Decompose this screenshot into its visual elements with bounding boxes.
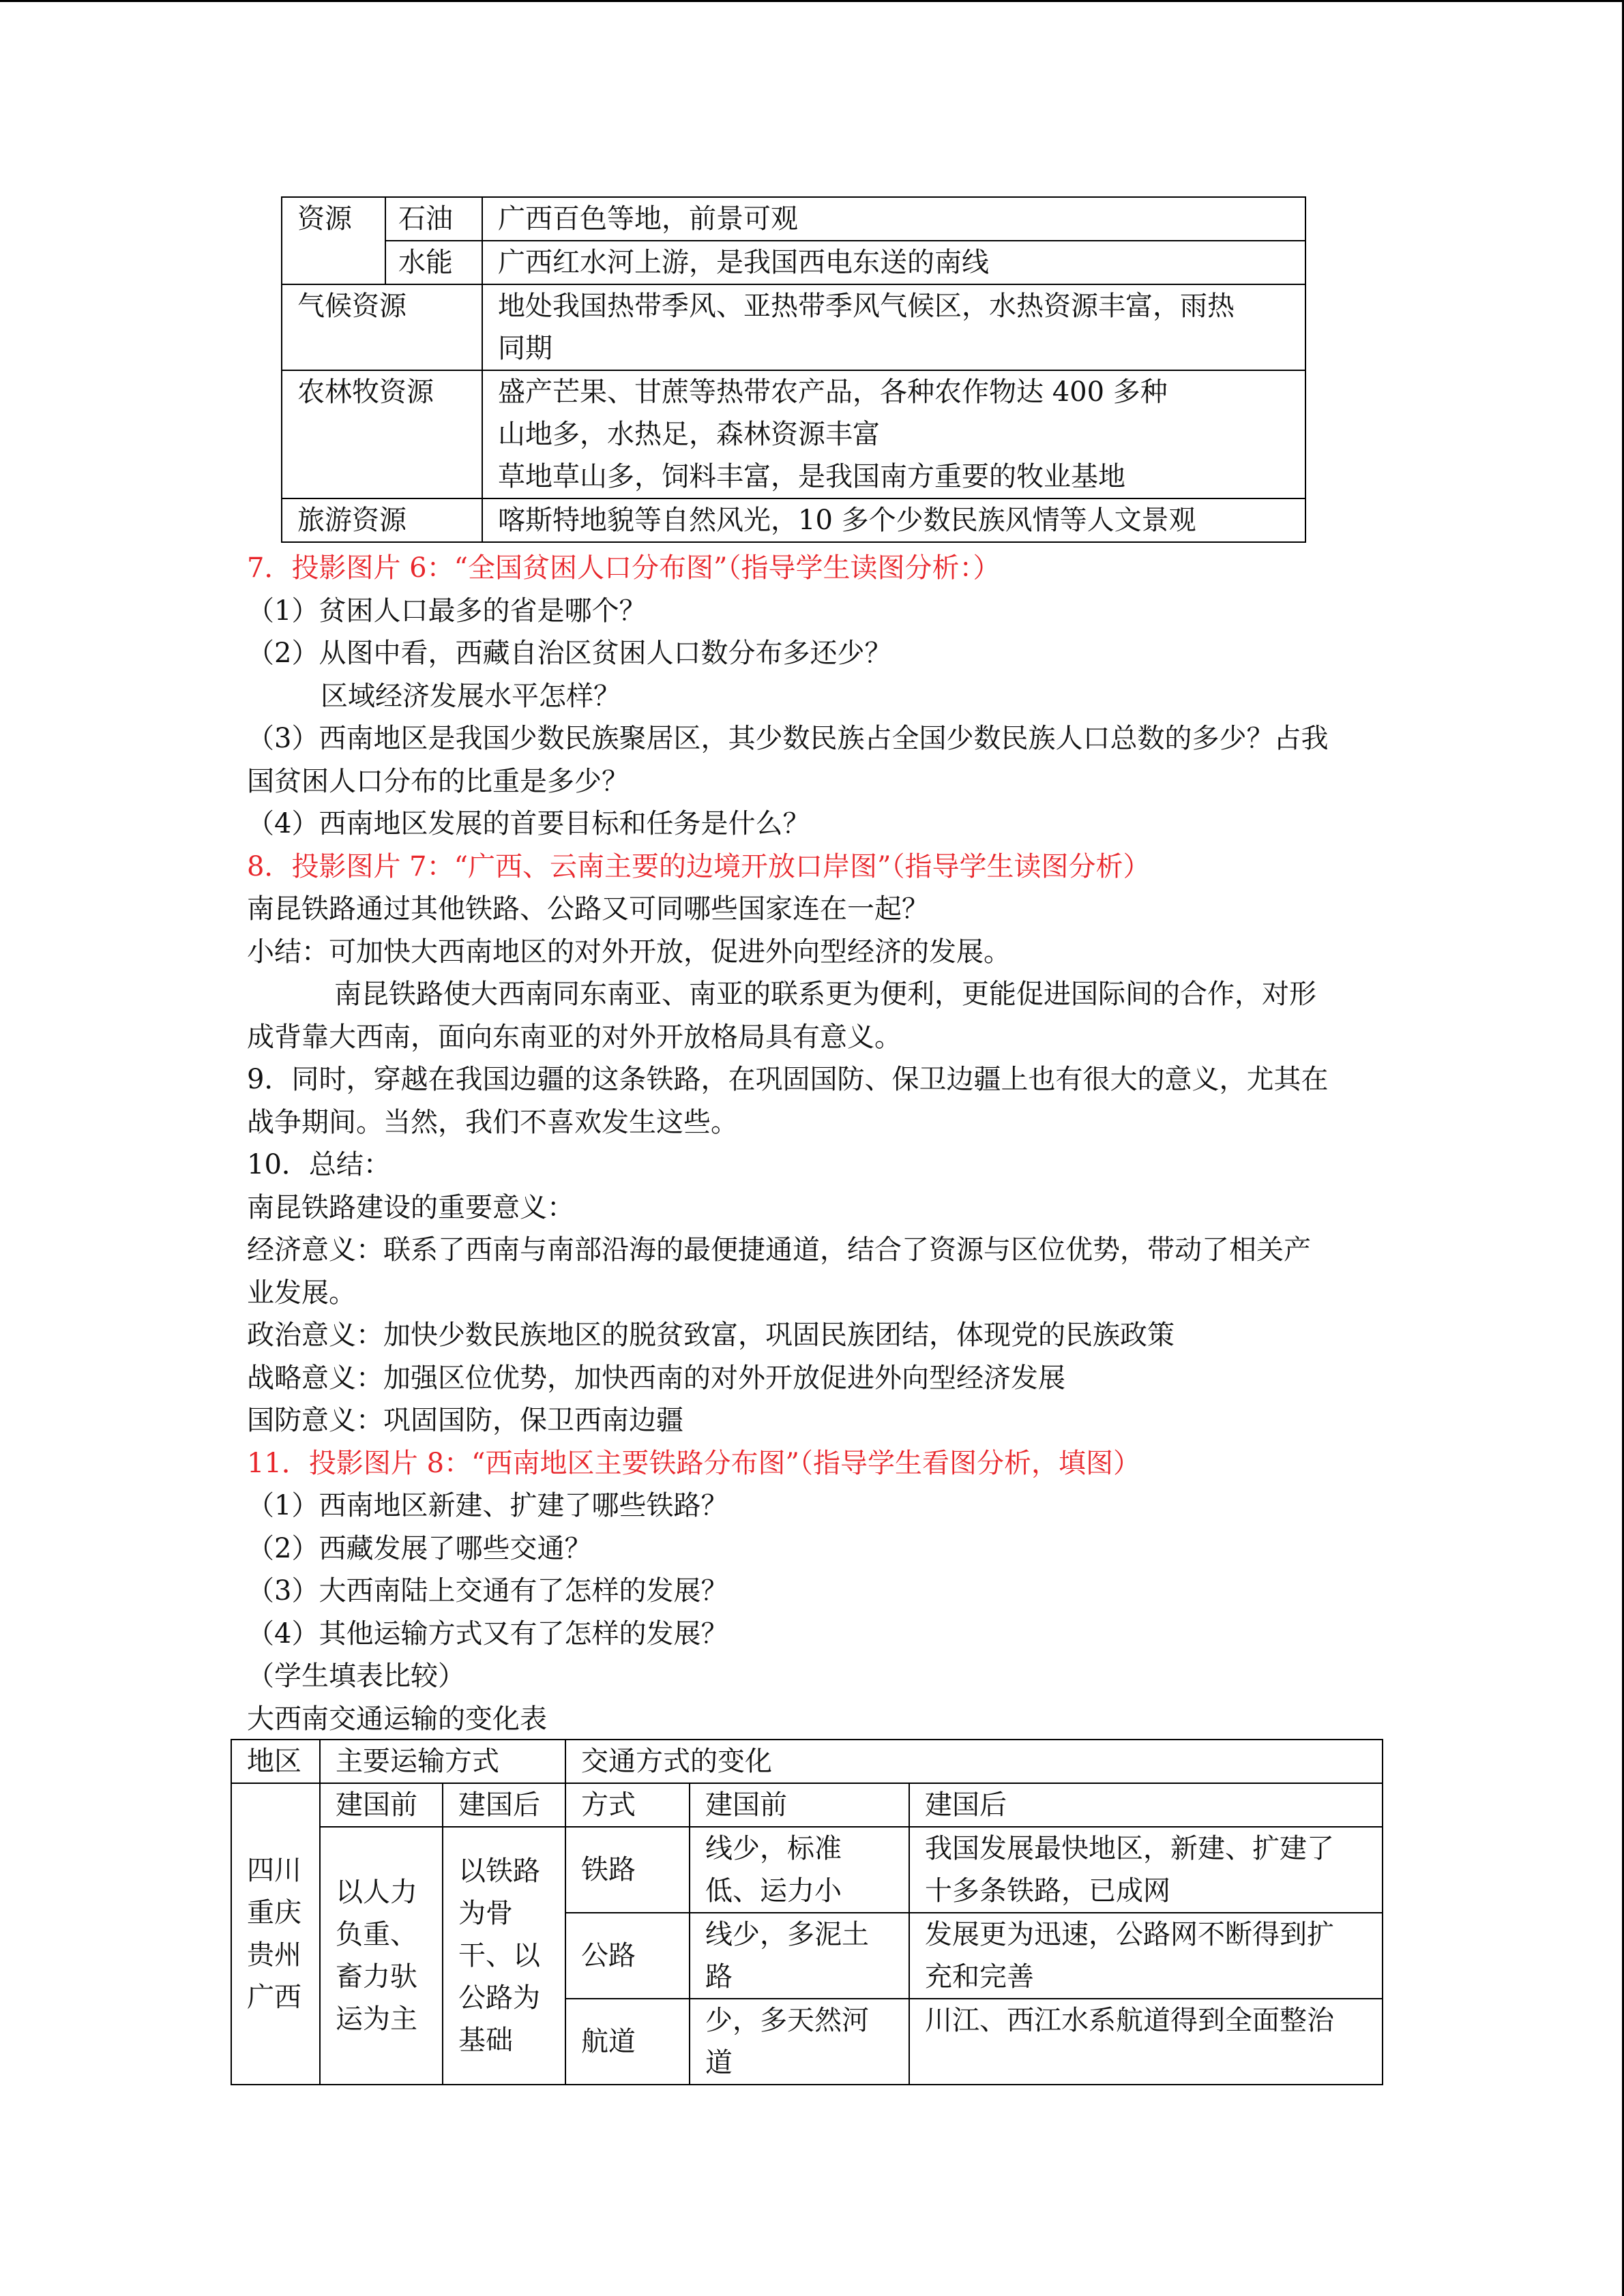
- paragraph: 成背靠大西南，面向东南亚的对外开放格局具有意义。: [247, 1021, 902, 1053]
- resource-desc-cell: 喀斯特地貌等自然风光，10 多个少数民族风情等人文景观: [482, 498, 1305, 542]
- resource-category-cell: 农林牧资源: [282, 370, 482, 498]
- question: （1）西南地区新建、扩建了哪些铁路？: [247, 1490, 728, 1521]
- section-11-heading: 11．投影图片 8：“西南地区主要铁路分布图”（指导学生看图分析，填图）: [247, 1447, 1140, 1479]
- top-border-line: [0, 0, 1624, 2]
- after-cell: [909, 1913, 1383, 1999]
- header-cell: 方式: [565, 1783, 690, 1827]
- region-line: 贵州: [247, 1939, 301, 1971]
- resource-category-cell: 旅游资源: [282, 498, 482, 542]
- cell-line: 少，多天然河: [705, 2005, 869, 2036]
- region-line: 四川: [247, 1855, 301, 1886]
- cell-line: 线少，多泥土: [705, 1919, 869, 1950]
- mode-cell: 航道: [565, 1999, 690, 2085]
- resource-category-cell: 资源: [282, 197, 385, 284]
- region-line: 广西: [247, 1982, 301, 2013]
- before-cell: [690, 1999, 909, 2085]
- resource-desc-cell: [482, 284, 1305, 370]
- cell-line: 以铁路: [458, 1855, 540, 1887]
- cell-line: 十多条铁路，已成网: [925, 1875, 1170, 1907]
- desc-line: 草地草山多，饲料丰富，是我国南方重要的牧业基地: [498, 461, 1125, 492]
- after-cell: [909, 1999, 1383, 2085]
- resource-desc-cell: [482, 370, 1305, 498]
- resource-category-cell: 气候资源: [282, 284, 482, 370]
- desc-line: 山地多，水热足，森林资源丰富: [498, 419, 880, 450]
- cell-line: 线少，标准: [705, 1833, 842, 1864]
- header-cell: 建国前: [690, 1783, 909, 1827]
- question: （2）从图中看，西藏自治区贫困人口数分布多还少？: [247, 638, 892, 669]
- body-text: [247, 547, 1379, 1740]
- region-cell: [231, 1783, 320, 2085]
- resource-desc-cell: 广西百色等地，前景可观: [482, 197, 1305, 241]
- table-caption: 大西南交通运输的变化表: [247, 1703, 547, 1735]
- cell-line: 我国发展最快地区，新建、扩建了: [925, 1833, 1334, 1864]
- cell-line: 低、运力小: [705, 1875, 842, 1907]
- paragraph: 南昆铁路通过其他铁路、公路又可同哪些国家连在一起？: [247, 893, 929, 925]
- paragraph: 政治意义：加快少数民族地区的脱贫致富，巩固民族团结，体现党的民族政策: [247, 1320, 1175, 1351]
- question: （4）其他运输方式又有了怎样的发展？: [247, 1617, 728, 1650]
- resource-sub-cell: 石油: [385, 197, 482, 241]
- desc-line: 盛产芒果、甘蔗等热带农产品，各种农作物达 400 多种: [498, 376, 1168, 408]
- paragraph: 经济意义：联系了西南与南部沿海的最便捷通道，结合了资源与区位优势，带动了相关产: [247, 1234, 1311, 1266]
- paragraph: 小结：可加快大西南地区的对外开放，促进外向型经济的发展。: [247, 936, 1011, 968]
- cell-line: 发展更为迅速，公路网不断得到扩: [925, 1919, 1334, 1950]
- cell-line: 负重、: [336, 1919, 417, 1950]
- paragraph: 9．同时，穿越在我国边疆的这条铁路，在巩固国防、保卫边疆上也有很大的意义，尤其在: [247, 1064, 1329, 1095]
- paragraph: 南昆铁路使大西南同东南亚、南亚的联系更为便利，更能促进国际间的合作，对形: [334, 979, 1316, 1010]
- cell-line: 干、以: [458, 1940, 540, 1971]
- question: （4）西南地区发展的首要目标和任务是什么？: [247, 808, 810, 839]
- question-continuation: 区域经济发展水平怎样？: [321, 680, 621, 712]
- header-cell: 建国前: [320, 1783, 443, 1827]
- cell-line: 以人力: [336, 1877, 417, 1908]
- question: （1）贫困人口最多的省是哪个？: [247, 595, 647, 627]
- resource-desc-cell: 广西红水河上游，是我国西电东送的南线: [482, 241, 1305, 284]
- cell-line: 公路为: [458, 1982, 540, 2014]
- section-8-heading: 8．投影图片 7：“广西、云南主要的边境开放口岸图”（指导学生读图分析）: [247, 850, 1151, 882]
- mode-cell: 铁路: [565, 1827, 690, 1913]
- question: （2）西藏发展了哪些交通？: [247, 1532, 592, 1564]
- cell-line: 充和完善: [925, 1961, 1034, 1993]
- paragraph: 战争期间。当然，我们不喜欢发生这些。: [247, 1106, 738, 1138]
- cell-line: 基础: [458, 2025, 513, 2056]
- header-cell: 主要运输方式: [320, 1740, 565, 1783]
- resource-sub-cell: 水能: [385, 241, 482, 284]
- paragraph: 国防意义：巩固国防，保卫西南边疆: [247, 1405, 683, 1436]
- section-10-heading: 10．总结：: [247, 1149, 391, 1180]
- section-7-heading: 7．投影图片 6：“全国贫困人口分布图”（指导学生读图分析：）: [247, 552, 1001, 584]
- cell-line: 运为主: [336, 2003, 417, 2035]
- question: （3）西南地区是我国少数民族聚居区，其少数民族占全国少数民族人口总数的多少？占我: [247, 723, 1329, 754]
- paragraph: （学生填表比较）: [247, 1660, 465, 1692]
- after-cell: [909, 1827, 1383, 1913]
- after-main-cell: [443, 1827, 565, 2085]
- desc-line: 同期: [498, 333, 552, 364]
- mode-cell: 公路: [565, 1913, 690, 1999]
- header-cell: 建国后: [443, 1783, 565, 1827]
- cell-line: 川江、西江水系航道得到全面整治: [925, 2005, 1334, 2036]
- header-cell: 建国后: [909, 1783, 1383, 1827]
- before-cell: [690, 1913, 909, 1999]
- cell-line: 道: [705, 2047, 733, 2078]
- header-cell: 交通方式的变化: [565, 1740, 1383, 1783]
- paragraph: 业发展。: [247, 1277, 356, 1309]
- paragraph: 战略意义：加强区位优势，加快西南的对外开放促进外向型经济发展: [247, 1362, 1065, 1394]
- paragraph: 南昆铁路建设的重要意义：: [247, 1191, 574, 1223]
- desc-line: 地处我国热带季风、亚热带季风气候区，水热资源丰富，雨热: [498, 290, 1235, 322]
- cell-line: 路: [705, 1961, 733, 1993]
- resource-table: [281, 196, 1306, 543]
- question: （3）大西南陆上交通有了怎样的发展？: [247, 1575, 728, 1607]
- transport-table: [231, 1739, 1383, 2085]
- region-line: 重庆: [247, 1897, 301, 1928]
- header-cell: 地区: [231, 1740, 320, 1783]
- cell-line: 畜力驮: [336, 1961, 417, 1993]
- before-cell: [690, 1827, 909, 1913]
- before-main-cell: [320, 1827, 443, 2085]
- cell-line: 为骨: [458, 1898, 513, 1929]
- question-continuation: 国贫困人口分布的比重是多少？: [247, 765, 629, 797]
